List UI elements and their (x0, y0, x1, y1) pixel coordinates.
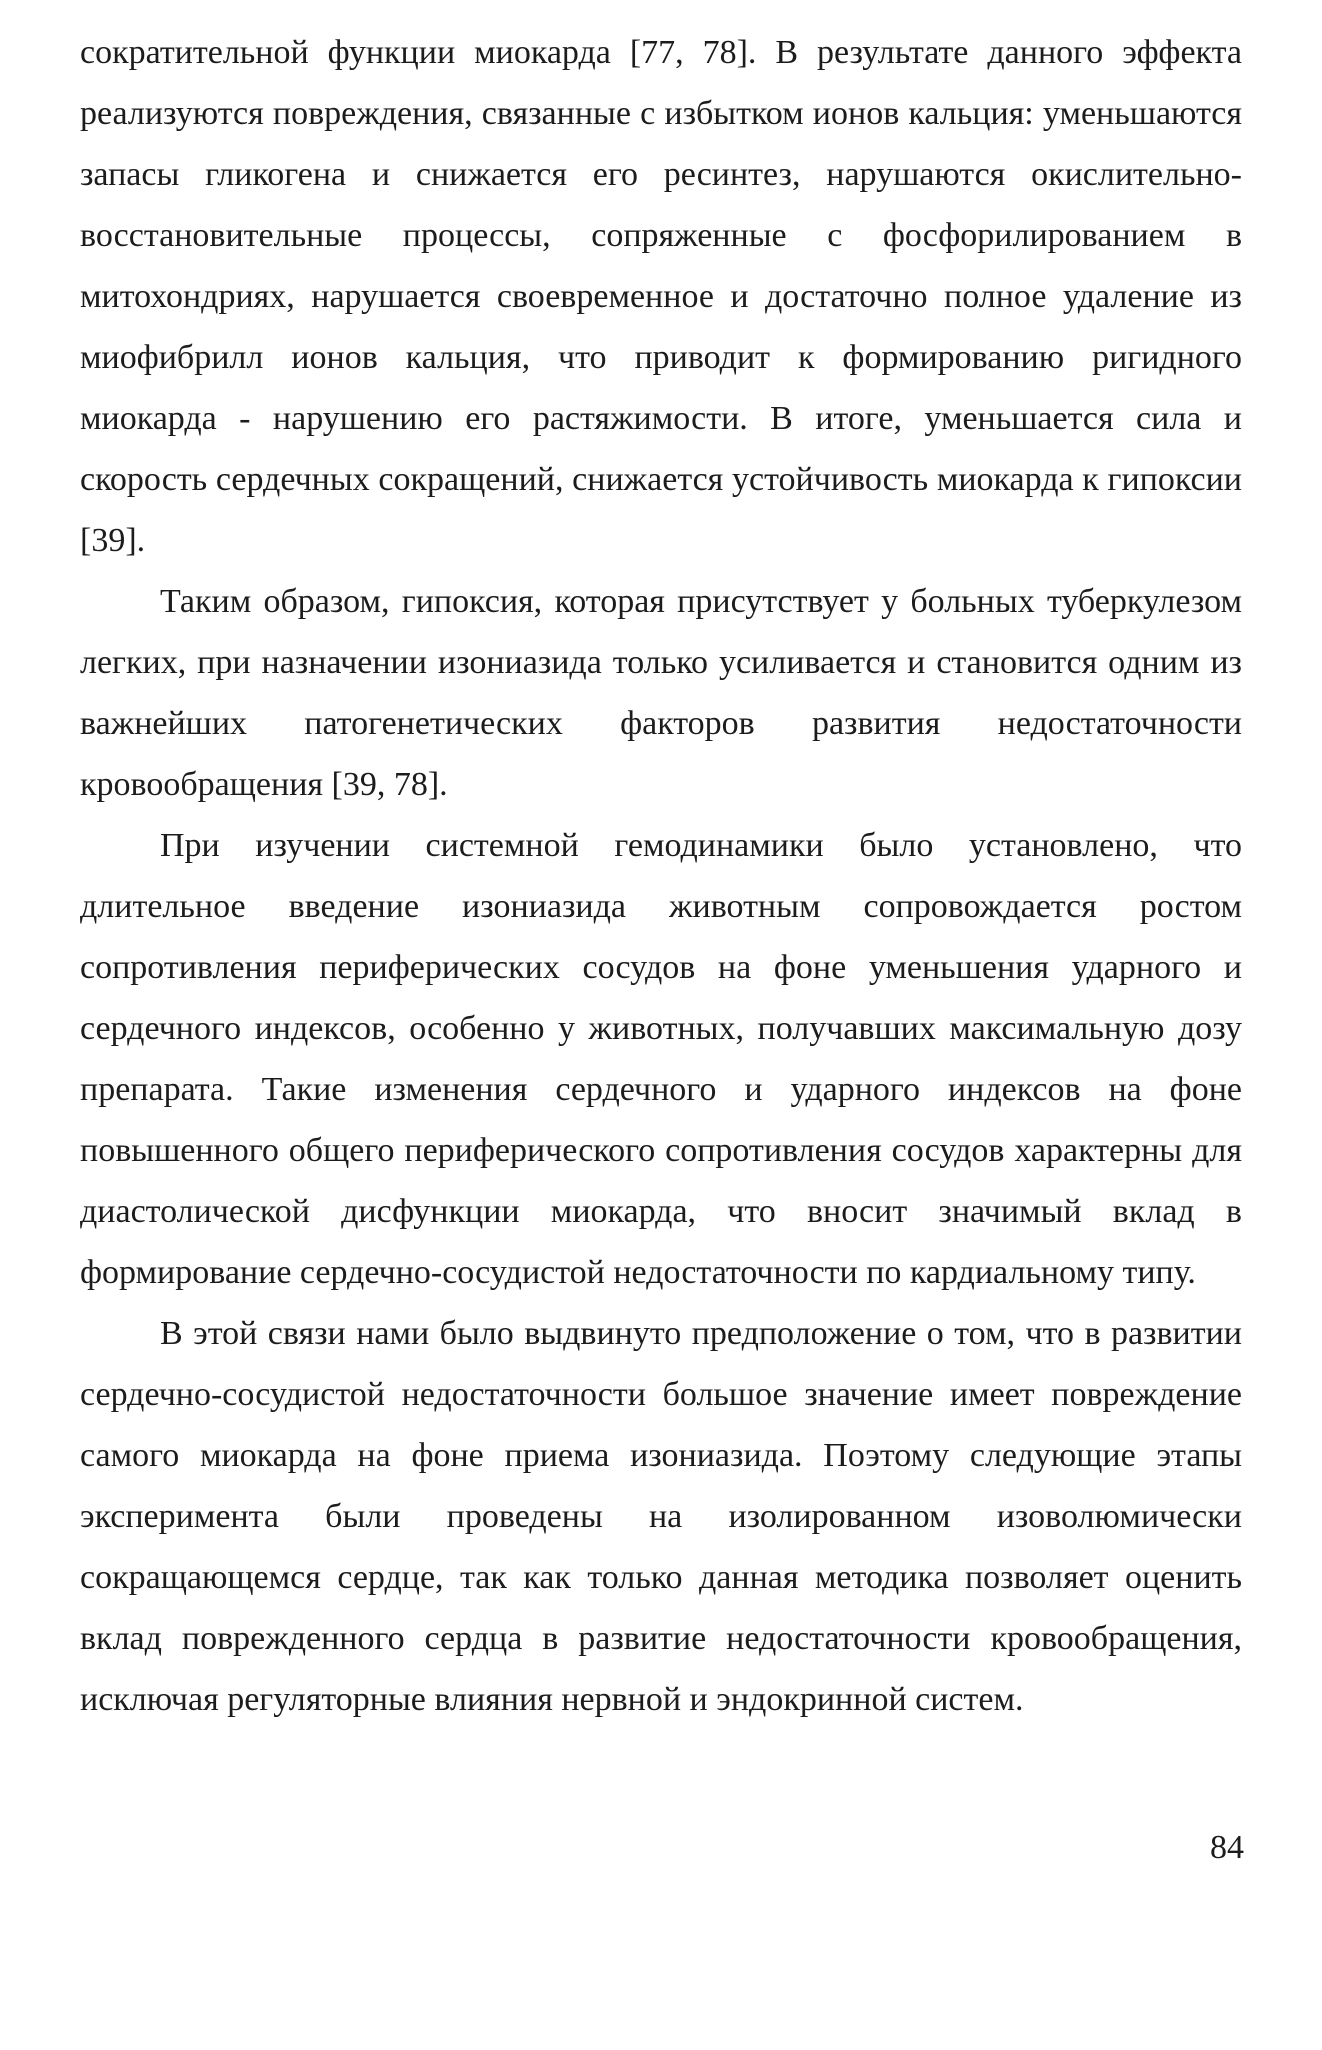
paragraph-continuation: сократительной функции миокарда [77, 78]. В результате данного эффекта реализуются повреждения, связанные с избытком ионов кальция: уменьшаются запасы гликогена и снижается его ресинтез, нарушаются окислительно-восстановительные процессы, сопряженные с фосфорилированием в митохондриях, нарушается своевременное и достаточно полное удаление из миофибрилл ионов кальция, что приводит к формированию ригидного миокарда - нарушению его растяжимости. В итоге, уменьшается сила и скорость сердечных сокращений, снижается устойчивость миокарда к гипоксии [39]. (80, 34, 1242, 559)
paragraph-hypoxia: Таким образом, гипоксия, которая присутствует у больных туберкулезом легких, при назначении изониазида только усиливается и становится одним из важнейших патогенетических факторов развития недостаточности кровообращения [39, 78]. (80, 583, 1242, 803)
page-number: 84 (1210, 1829, 1244, 1866)
paragraph-hemodynamics: При изучении системной гемодинамики было установлено, что длительное введение изониазида животным сопровождается ростом сопротивления периферических сосудов на фоне уменьшения ударного и сердечного индексов, особенно у животных, получавших максимальную дозу препарата. Такие изменения сердечного и ударного индексов на фоне повышенного общего периферического сопротивления сосудов характерны для диастолической дисфункции миокарда, что вносит значимый вклад в формирование сердечно-сосудистой недостаточности по кардиальному типу. (80, 827, 1242, 1291)
body-text (80, 22, 1242, 1730)
paragraph-hypothesis: В этой связи нами было выдвинуто предположение о том, что в развитии сердечно-сосудистой недостаточности большое значение имеет повреждение самого миокарда на фоне приема изониазида. Поэтому следующие этапы эксперимента были проведены на изолированном изоволюмически сокращающемся сердце, так как только данная методика позволяет оценить вклад поврежденного сердца в развитие недостаточности кровообращения, исключая регуляторные влияния нервной и эндокринной систем. (80, 1315, 1242, 1718)
